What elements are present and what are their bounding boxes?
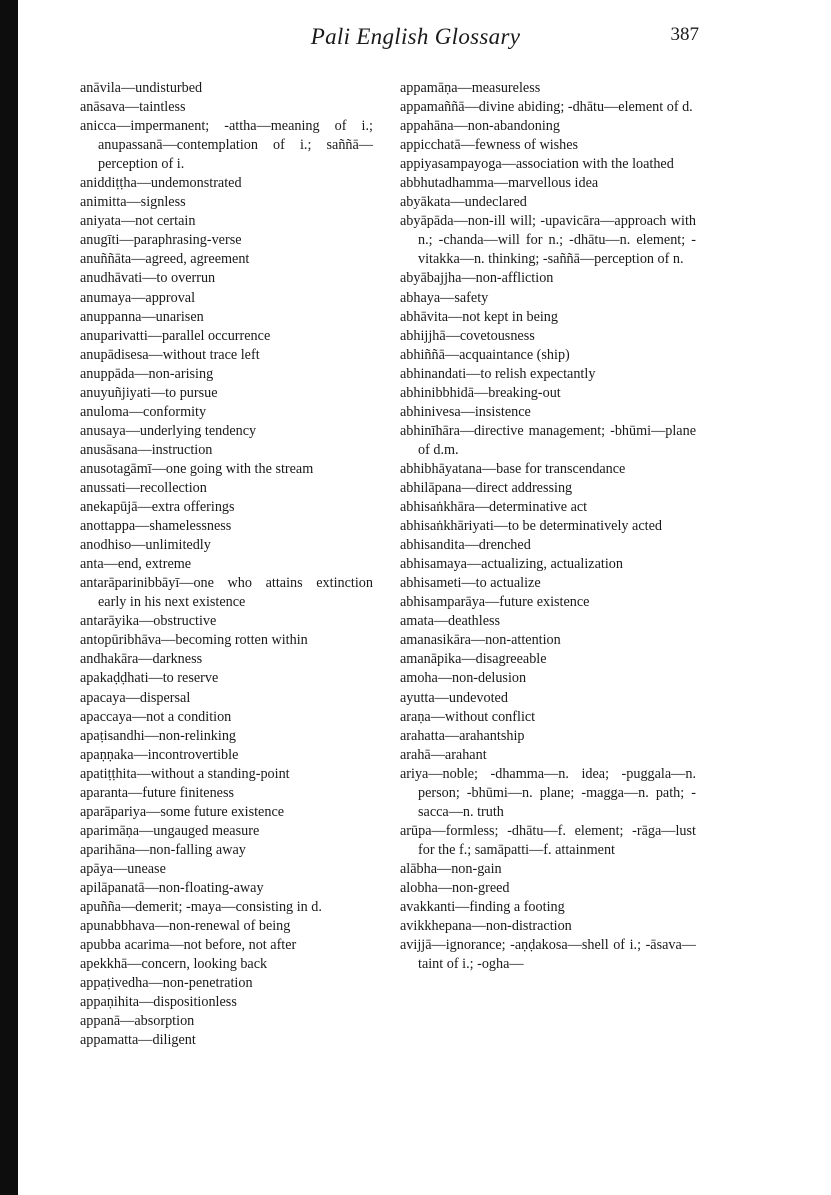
glossary-entry: abhibhāyatana—base for transcendance [400, 460, 626, 477]
glossary-entry: abhisandita—drenched [400, 537, 531, 554]
glossary-entry: abhisamparāya—future existence [400, 594, 590, 611]
glossary-entry: apatiṭṭhita—without a standing-point [80, 765, 290, 782]
glossary-column-right [400, 79, 696, 974]
glossary-entry: anuloma—conformity [80, 403, 207, 420]
glossary-entry: araṇa—without conflict [400, 708, 536, 725]
glossary-entry: antarāparinibbāyī—one who attains extinction early in his next existence [80, 575, 373, 611]
glossary-entry: anussati—recollection [80, 479, 207, 496]
glossary-entry: aparanta—future finiteness [80, 784, 235, 801]
glossary-entry: anudhāvati—to overrun [80, 270, 216, 287]
glossary-entry: apaṇṇaka—incontrovertible [80, 746, 239, 763]
glossary-entry: abhisaṅkhāra—determinative act [400, 499, 588, 516]
glossary-entry: anekapūjā—extra offerings [80, 499, 235, 516]
glossary-entry: anusāsana—instruction [80, 441, 213, 458]
glossary-entry: amanasikāra—non-attention [400, 632, 561, 649]
glossary-entry: appiyasampayoga—association with the loathed [400, 156, 674, 173]
glossary-entry: aniddiṭṭha—undemonstrated [80, 175, 242, 192]
glossary-entry: anuppanna—unarisen [80, 308, 204, 325]
scan-edge-shadow [0, 0, 18, 1195]
glossary-entry: ariya—noble; -dhamma—n. idea; -puggala—n. person; -bhūmi—n. plane; -magga—n. path; -sacca—n. truth [400, 765, 696, 820]
glossary-entry: appamatta—diligent [80, 1032, 196, 1049]
glossary-entry: apekkhā—concern, looking back [80, 956, 268, 973]
glossary-entry: anuppāda—non-arising [80, 365, 214, 382]
glossary-entry: apilāpanatā—non-floating-away [80, 879, 264, 896]
glossary-entry: aparihāna—non-falling away [80, 841, 246, 858]
glossary-entry: avakkanti—finding a footing [400, 899, 565, 916]
glossary-entry: apunabbhava—non-renewal of being [80, 918, 291, 935]
glossary-entry: animitta—signless [80, 194, 186, 211]
glossary-entry: avijjā—ignorance; -aṇḍakosa—shell of i.; -āsava—taint of i.; -ogha— [400, 937, 696, 973]
glossary-entry: appaṭivedha—non-penetration [80, 975, 253, 992]
glossary-entry: abhaya—safety [400, 289, 489, 306]
glossary-entry: apubba acarima—not before, not after [80, 937, 297, 954]
glossary-entry: appaṇihita—dispositionless [80, 994, 237, 1011]
glossary-entry: apaccaya—not a condition [80, 708, 232, 725]
glossary-entry: avikkhepana—non-distraction [400, 918, 572, 935]
glossary-entry: abhijjhā—covetousness [400, 327, 535, 344]
glossary-entry: abyākata—undeclared [400, 194, 527, 211]
page-title: Pali English Glossary [310, 24, 521, 49]
glossary-entry: antopūribhāva—becoming rotten within [80, 632, 308, 649]
glossary-entry: abhinandati—to relish expectantly [400, 365, 596, 382]
glossary-entry: anodhiso—unlimitedly [80, 537, 211, 554]
glossary-entry: arahatta—arahantship [400, 727, 525, 744]
glossary-entry: alābha—non-gain [400, 860, 502, 877]
glossary-entry: apakaḍḍhati—to reserve [80, 670, 219, 687]
glossary-entry: arahā—arahant [400, 746, 487, 763]
glossary-entry: anuparivatti—parallel occurrence [80, 327, 271, 344]
glossary-entry: apāya—unease [80, 860, 166, 877]
glossary-entry: anupādisesa—without trace left [80, 346, 260, 363]
glossary-entry: apacaya—dispersal [80, 689, 191, 706]
glossary-entry: anicca—impermanent; -attha—meaning of i.; anupassanā—contemplation of i.; saññā—perception of i. [80, 118, 373, 173]
glossary-entry: anuyuñjiyati—to pursue [80, 384, 218, 401]
glossary-entry: andhakāra—darkness [80, 651, 203, 668]
glossary-entry: abhisamaya—actualizing, actualization [400, 556, 623, 573]
glossary-entry: appanā—absorption [80, 1013, 195, 1030]
glossary-entry: anumaya—approval [80, 289, 196, 306]
glossary-entry: anuññāta—agreed, agreement [80, 251, 250, 268]
glossary-entry: aparāpariya—some future existence [80, 803, 285, 820]
glossary-entry: anottappa—shamelessness [80, 518, 232, 535]
glossary-entry: alobha—non-greed [400, 879, 510, 896]
glossary-entry: aparimāṇa—ungauged measure [80, 822, 260, 839]
glossary-entry: abhisameti—to actualize [400, 575, 541, 592]
glossary-entry: abhinīhāra—directive management; -bhūmi—plane of d.m. [400, 422, 696, 458]
glossary-entry: anusotagāmī—one going with the stream [80, 460, 314, 477]
glossary-entry: anta—end, extreme [80, 556, 192, 573]
glossary-entry: appamaññā—divine abiding; -dhātu—element of d. [400, 99, 693, 116]
glossary-entry: amata—deathless [400, 613, 501, 630]
glossary-entry: amoha—non-delusion [400, 670, 527, 687]
glossary-entry: apuñña—demerit; -maya—consisting in d. [80, 899, 322, 916]
glossary-entry: abhāvita—not kept in being [400, 308, 558, 325]
glossary-entry: anāvila—undisturbed [80, 80, 203, 96]
glossary-entry: appahāna—non-abandoning [400, 118, 560, 135]
glossary-entry: arūpa—formless; -dhātu—f. element; -rāga—lust for the f.; samāpatti—f. attainment [400, 822, 696, 858]
glossary-entry: abhinivesa—insistence [400, 403, 531, 420]
glossary-entry: anāsava—taintless [80, 99, 186, 116]
glossary-entry: anugīti—paraphrasing-verse [80, 232, 242, 249]
page-number: 387 [670, 24, 699, 45]
glossary-entry: appamāṇa—measureless [400, 80, 541, 96]
glossary-entry: abbhutadhamma—marvellous idea [400, 175, 599, 192]
glossary-entry: aniyata—not certain [80, 213, 196, 230]
glossary-entry: abyābajjha—non-affliction [400, 270, 554, 287]
glossary-entry: amanāpika—disagreeable [400, 651, 547, 668]
glossary-entry: abyāpāda—non-ill will; -upavicāra—approach with n.; -chanda—will for n.; -dhātu—n. element; -vitakka—n. thinking; -saññā—perception of n. [400, 213, 696, 268]
glossary-entry: anusaya—underlying tendency [80, 422, 257, 439]
glossary-entry: abhinibbhidā—breaking-out [400, 384, 561, 401]
glossary-entry: abhilāpana—direct addressing [400, 479, 573, 496]
glossary-entry: appicchatā—fewness of wishes [400, 137, 579, 154]
glossary-entry: ayutta—undevoted [400, 689, 508, 706]
glossary-entry: apaṭisandhi—non-relinking [80, 727, 237, 744]
glossary-entry: abhiññā—acquaintance (ship) [400, 346, 570, 363]
glossary-column-left [80, 79, 373, 1050]
glossary-entry: antarāyika—obstructive [80, 613, 217, 630]
glossary-entry: abhisaṅkhāriyati—to be determinatively acted [400, 518, 662, 535]
